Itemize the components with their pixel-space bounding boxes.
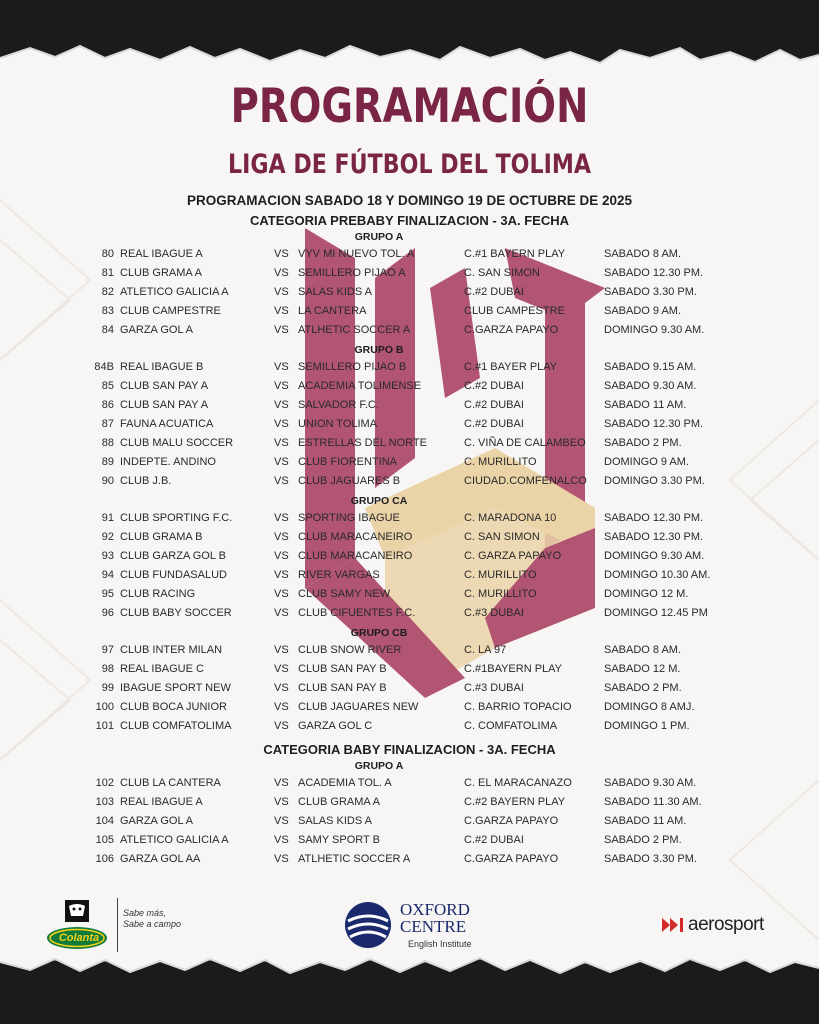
venue: CLUB CAMPESTRE <box>464 305 565 317</box>
venue: C. MURILLITO <box>464 569 537 581</box>
match-row <box>0 853 819 871</box>
match-number: 87 <box>101 418 114 430</box>
venue: C. GARZA PAPAYO <box>464 550 562 562</box>
match-row <box>0 644 819 662</box>
venue: C. BARRIO TOPACIO <box>464 701 572 713</box>
away-team: ATLHETIC SOCCER A <box>298 853 411 865</box>
away-team: ATLHETIC SOCCER A <box>298 324 411 336</box>
home-team: FAUNA ACUATICA <box>120 418 214 430</box>
venue: C.#1BAYERN PLAY <box>464 663 563 675</box>
match-number: 85 <box>101 380 114 392</box>
vs-label: VS <box>274 796 289 808</box>
vs-label: VS <box>274 286 289 298</box>
home-team: REAL IBAGUE B <box>120 361 204 373</box>
torn-paper-bottom <box>0 954 819 1024</box>
vs-label: VS <box>274 361 289 373</box>
match-time: SABADO 9 AM. <box>604 305 682 317</box>
venue: C.GARZA PAPAYO <box>464 853 559 865</box>
match-row <box>0 361 819 379</box>
away-team: CLUB MARACANEIRO <box>298 550 413 562</box>
away-team: SALVADOR F.C. <box>298 399 379 411</box>
home-team: CLUB SPORTING F.C. <box>120 512 233 524</box>
match-number: 105 <box>95 834 114 846</box>
away-team: ESTRELLAS DEL NORTE <box>298 437 427 449</box>
away-team: CLUB SAN PAY B <box>298 682 387 694</box>
category-title: CATEGORIA BABY FINALIZACION - 3A. FECHA <box>263 742 556 757</box>
match-number: 98 <box>101 663 114 675</box>
match-time: SABADO 3.30 PM. <box>604 853 697 865</box>
vs-label: VS <box>274 644 289 656</box>
group-title: GRUPO CB <box>350 627 408 639</box>
group-title: GRUPO B <box>354 344 404 356</box>
venue: C. COMFATOLIMA <box>464 720 558 732</box>
colanta-tagline <box>123 908 181 930</box>
venue: C.GARZA PAPAYO <box>464 815 559 827</box>
colanta-divider <box>117 898 118 952</box>
match-row <box>0 588 819 606</box>
match-time: SABADO 9.30 AM. <box>604 777 697 789</box>
match-row <box>0 720 819 738</box>
oxford-globe-icon <box>344 901 392 949</box>
match-row <box>0 512 819 530</box>
home-team: CLUB CAMPESTRE <box>120 305 221 317</box>
vs-label: VS <box>274 267 289 279</box>
match-number: 91 <box>101 512 114 524</box>
match-time: DOMINGO 12 M. <box>604 588 689 600</box>
away-team: GARZA GOL C <box>298 720 373 732</box>
vs-label: VS <box>274 588 289 600</box>
match-time: DOMINGO 8 AMJ. <box>604 701 695 713</box>
home-team: INDEPTE. ANDINO <box>120 456 216 468</box>
match-time: DOMINGO 9.30 AM. <box>604 550 705 562</box>
match-time: SABADO 11.30 AM. <box>604 796 702 808</box>
match-row <box>0 550 819 568</box>
home-team: CLUB LA CANTERA <box>120 777 221 789</box>
match-number: 96 <box>101 607 114 619</box>
away-team: CLUB SAN PAY B <box>298 663 387 675</box>
venue: CIUDAD.COMFENALCO <box>464 475 587 487</box>
vs-label: VS <box>274 531 289 543</box>
match-time: SABADO 12.30 PM. <box>604 267 704 279</box>
match-time: SABADO 3.30 PM. <box>604 286 697 298</box>
home-team: REAL IBAGUE A <box>120 248 203 260</box>
home-team: CLUB INTER MILAN <box>120 644 223 656</box>
match-time: SABADO 12.30 PM. <box>604 418 704 430</box>
home-team: CLUB FUNDASALUD <box>120 569 227 581</box>
match-row <box>0 267 819 285</box>
home-team: CLUB GRAMA A <box>120 267 202 279</box>
oxford-sponsor <box>344 899 494 955</box>
vs-label: VS <box>274 550 289 562</box>
match-number: 80 <box>101 248 114 260</box>
away-team: ACADEMIA TOLIMENSE <box>298 380 422 392</box>
venue: C. VIÑA DE CALAMBEO <box>464 437 586 449</box>
home-team: CLUB COMFATOLIMA <box>120 720 232 732</box>
match-number: 106 <box>95 853 114 865</box>
vs-label: VS <box>274 720 289 732</box>
match-number: 84 <box>101 324 114 336</box>
match-time: SABADO 9.30 AM. <box>604 380 697 392</box>
home-team: CLUB SAN PAY A <box>120 380 209 392</box>
match-number: 81 <box>101 267 114 279</box>
match-number: 97 <box>101 644 114 656</box>
match-row <box>0 324 819 342</box>
match-time: SABADO 12.30 PM. <box>604 512 704 524</box>
oxford-name-2: CENTRE <box>400 917 467 936</box>
match-row <box>0 569 819 587</box>
home-team: ATLETICO GALICIA A <box>120 834 229 846</box>
match-row <box>0 475 819 493</box>
vs-label: VS <box>274 834 289 846</box>
away-team: CLUB MARACANEIRO <box>298 531 413 543</box>
vs-label: VS <box>274 380 289 392</box>
match-number: 99 <box>101 682 114 694</box>
aerosport-sponsor <box>662 914 792 938</box>
match-row <box>0 607 819 625</box>
match-number: 93 <box>101 550 114 562</box>
vs-label: VS <box>274 475 289 487</box>
match-number: 90 <box>101 475 114 487</box>
venue: C. LA 97 <box>464 644 507 656</box>
match-time: SABADO 9.15 AM. <box>604 361 697 373</box>
match-number: 89 <box>101 456 114 468</box>
torn-paper-top <box>0 0 819 80</box>
match-row <box>0 663 819 681</box>
match-row <box>0 380 819 398</box>
vs-label: VS <box>274 248 289 260</box>
vs-label: VS <box>274 512 289 524</box>
match-row <box>0 286 819 304</box>
match-row <box>0 777 819 795</box>
venue: C. MURILLITO <box>464 456 537 468</box>
home-team: IBAGUE SPORT NEW <box>120 682 231 694</box>
vs-label: VS <box>274 437 289 449</box>
match-row <box>0 682 819 700</box>
match-time: SABADO 2 PM. <box>604 834 682 846</box>
match-row <box>0 531 819 549</box>
vs-label: VS <box>274 399 289 411</box>
match-number: 82 <box>101 286 114 298</box>
home-team: CLUB GRAMA B <box>120 531 203 543</box>
venue: C.GARZA PAPAYO <box>464 324 559 336</box>
match-row <box>0 701 819 719</box>
colanta-tagline-1: Sabe más, <box>123 908 167 918</box>
home-team: CLUB GARZA GOL B <box>120 550 226 562</box>
away-team: RIVER VARGAS <box>298 569 380 581</box>
vs-label: VS <box>274 569 289 581</box>
away-team: VYV MI NUEVO TOL. A <box>298 248 415 260</box>
away-team: CLUB CIFUENTES F.C. <box>298 607 416 619</box>
venue: C.#2 DUBAI <box>464 286 524 298</box>
match-number: 102 <box>95 777 114 789</box>
away-team: CLUB JAGUARES B <box>298 475 401 487</box>
match-number: 92 <box>101 531 114 543</box>
match-number: 86 <box>101 399 114 411</box>
match-row <box>0 418 819 436</box>
venue: C. EL MARACANAZO <box>464 777 572 789</box>
group-title: GRUPO A <box>354 760 404 772</box>
vs-label: VS <box>274 815 289 827</box>
match-number: 83 <box>101 305 114 317</box>
match-row <box>0 399 819 417</box>
aerosport-wordmark: aerosport <box>688 914 764 935</box>
venue: C. MURILLITO <box>464 588 537 600</box>
home-team: CLUB RACING <box>120 588 196 600</box>
venue: C.#1 BAYER PLAY <box>464 361 558 373</box>
away-team: SAMY SPORT B <box>298 834 380 846</box>
home-team: GARZA GOL AA <box>120 853 201 865</box>
aerosport-arrows-icon <box>662 918 686 932</box>
match-row <box>0 796 819 814</box>
home-team: CLUB BABY SOCCER <box>120 607 232 619</box>
home-team: CLUB BOCA JUNIOR <box>120 701 227 713</box>
vs-label: VS <box>274 305 289 317</box>
venue: C.#2 DUBAI <box>464 418 524 430</box>
away-team: SALAS KIDS A <box>298 815 372 827</box>
venue: C.#2 DUBAI <box>464 399 524 411</box>
match-time: SABADO 12 M. <box>604 663 681 675</box>
home-team: REAL IBAGUE A <box>120 796 203 808</box>
venue: C. SAN SIMON <box>464 531 540 543</box>
home-team: ATLETICO GALICIA A <box>120 286 229 298</box>
match-time: SABADO 8 AM. <box>604 248 682 260</box>
match-row <box>0 437 819 455</box>
match-time: DOMINGO 9.30 AM. <box>604 324 705 336</box>
match-row <box>0 456 819 474</box>
home-team: GARZA GOL A <box>120 324 193 336</box>
match-time: DOMINGO 9 AM. <box>604 456 689 468</box>
away-team: SPORTING IBAGUE <box>298 512 400 524</box>
oxford-name-1: OXFORD <box>400 900 470 919</box>
page-subtitle: LIGA DE FÚTBOL DEL TOLIMA <box>227 149 592 180</box>
schedule-header: PROGRAMACION SABADO 18 Y DOMINGO 19 DE OCTUBRE DE 2025 <box>186 193 633 208</box>
match-number: 95 <box>101 588 114 600</box>
away-team: SEMILLERO PIJAO B <box>298 361 407 373</box>
oxford-name <box>400 901 470 935</box>
venue: C. MARADONA 10 <box>464 512 557 524</box>
group-title: GRUPO CA <box>350 495 408 507</box>
away-team: CLUB SAMY NEW <box>298 588 391 600</box>
vs-label: VS <box>274 324 289 336</box>
away-team: SEMILLERO PIJAO A <box>298 267 406 279</box>
match-time: SABADO 12.30 PM. <box>604 531 704 543</box>
group-title: GRUPO A <box>354 231 404 243</box>
vs-label: VS <box>274 853 289 865</box>
colanta-wordmark: Colanta <box>58 932 100 944</box>
match-time: SABADO 8 AM. <box>604 644 682 656</box>
away-team: ACADEMIA TOL. A <box>298 777 392 789</box>
vs-label: VS <box>274 682 289 694</box>
match-number: 100 <box>95 701 114 713</box>
match-time: DOMINGO 1 PM. <box>604 720 690 732</box>
away-team: CLUB GRAMA A <box>298 796 380 808</box>
page-title: PROGRAMACIÓN <box>230 79 589 134</box>
venue: C.#2 BAYERN PLAY <box>464 796 566 808</box>
vs-label: VS <box>274 456 289 468</box>
away-team: UNION TOLIMA <box>298 418 378 430</box>
away-team: CLUB SNOW RIVER <box>298 644 402 656</box>
match-time: SABADO 11 AM. <box>604 815 687 827</box>
category-title: CATEGORIA PREBABY FINALIZACION - 3A. FECHA <box>250 213 569 228</box>
match-row <box>0 248 819 266</box>
match-number: 103 <box>95 796 114 808</box>
vs-label: VS <box>274 701 289 713</box>
match-row <box>0 834 819 852</box>
match-number: 94 <box>101 569 114 581</box>
away-team: CLUB FIORENTINA <box>298 456 398 468</box>
venue: C.#3 DUBAI <box>464 682 524 694</box>
home-team: GARZA GOL A <box>120 815 193 827</box>
match-number: 84B <box>94 361 114 373</box>
vs-label: VS <box>274 418 289 430</box>
oxford-subtitle: English Institute <box>408 939 472 949</box>
match-number: 88 <box>101 437 114 449</box>
away-team: LA CANTERA <box>298 305 367 317</box>
match-time: DOMINGO 12.45 PM <box>604 607 708 619</box>
venue: C.#2 DUBAI <box>464 380 524 392</box>
match-number: 104 <box>95 815 114 827</box>
match-time: SABADO 2 PM. <box>604 437 682 449</box>
vs-label: VS <box>274 777 289 789</box>
match-number: 101 <box>95 720 114 732</box>
colanta-sponsor <box>45 898 190 954</box>
venue: C. SAN SIMON <box>464 267 540 279</box>
home-team: CLUB J.B. <box>120 475 172 487</box>
match-time: SABADO 11 AM. <box>604 399 687 411</box>
match-time: DOMINGO 3.30 PM. <box>604 475 705 487</box>
match-row <box>0 305 819 323</box>
match-row <box>0 815 819 833</box>
home-team: CLUB SAN PAY A <box>120 399 209 411</box>
away-team: CLUB JAGUARES NEW <box>298 701 419 713</box>
match-time: DOMINGO 10.30 AM. <box>604 569 711 581</box>
away-team: SALAS KIDS A <box>298 286 372 298</box>
home-team: CLUB MALU SOCCER <box>120 437 234 449</box>
vs-label: VS <box>274 663 289 675</box>
match-time: SABADO 2 PM. <box>604 682 682 694</box>
vs-label: VS <box>274 607 289 619</box>
colanta-tagline-2: Sabe a campo <box>123 919 182 929</box>
venue: C.#3 DUBAI <box>464 607 524 619</box>
venue: C.#1 BAYERN PLAY <box>464 248 566 260</box>
home-team: REAL IBAGUE C <box>120 663 204 675</box>
venue: C.#2 DUBAI <box>464 834 524 846</box>
